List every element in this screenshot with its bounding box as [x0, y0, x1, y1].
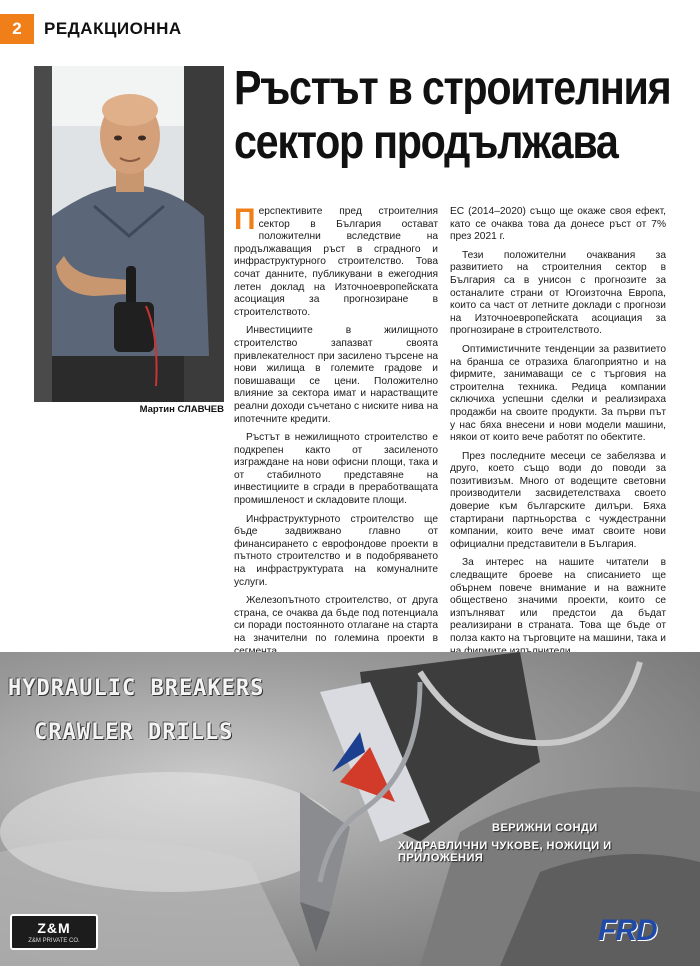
paragraph: Инвестициите в жилищното строителство запазват своята привлекателност при засилено търсене на нови жилища в големите градове и повишаващи се цени. Положително влияние за сектора имат и нарастващите реални доходи съчетано с ниските нива на ипотечните кредити. — [234, 325, 438, 425]
zm-logo-text: Z&M — [37, 920, 71, 936]
paragraph — [234, 203, 438, 319]
advertisement-banner[interactable] — [0, 652, 700, 966]
article-title-line2: сектор продължава — [234, 116, 618, 169]
photo-credit: Мартин СЛАВЧЕВ — [139, 404, 224, 415]
paragraph-text: ерспективите пред строителния сектор в България остават положителни вследствие на продължаващия ръст в сградного и инфраструктурного строителство. Това сочат данните, публикувани в ежегодния летен доклад на Източноевропейската асоциация за прогнозиране в строителството. — [234, 206, 438, 318]
page-header — [0, 14, 700, 44]
zm-logo — [10, 914, 98, 950]
article-title — [234, 62, 673, 170]
author-photo — [34, 66, 224, 402]
paragraph: Ръстът в нежилищното строителство е подкрепен както от засиленото изграждане на нови офисни площи, така и от стабилното представяне на инвестициите в сгради в преработващата промишленост и складовите площи. — [234, 432, 438, 507]
paragraph: Тези положителни очаквания за развитието на строителния сектор в България са в унисон с прогнозите за останалите страни от Югоизточна Европа, които са част от летните доклади с прогнози на Източноевропейската асоциация за прогнозиране в строителството. — [450, 249, 666, 337]
article-column-2 — [450, 206, 666, 695]
drop-cap: П — [234, 203, 256, 236]
paragraph: За интерес на нашите читатели в следващите броеве на списанието ще обърнем повече внимание и на важните обществено значими проекти, които се изпълняват или предстои да бъдат реализирани в страната. Това ще бъде от полза както на търговците на машини, така и — [450, 557, 666, 644]
section-label: РЕДАКЦИОННА — [44, 19, 182, 38]
ad-subline-drills: ВЕРИЖНИ СОНДИ — [492, 822, 598, 834]
frd-logo: FRD — [598, 914, 657, 947]
paragraph: Оптимистичните тенденции за развитието на бранша се отразиха благоприятно и на фирмите, занимаващи се с търговия на строителна техника. Редица компании сключиха успешни сделки и реализираха продажби на своите продукти. За първи път у нас бяха внесени и нови модели машини, някои от които вече работят по обектите. — [450, 343, 666, 444]
paragraph: ЕС (2014–2020) също ще окаже своя ефект, като се очаква това да донесе ръст от 7% през 2021 г. — [450, 206, 666, 243]
ad-headline-breakers: HYDRAULIC BREAKERS — [8, 676, 265, 701]
paragraph: Железопътното строителство, от друга страна, се очаква да бъде под потенциала си поради постоянното отлагане на старта на значителни по големина проекти в — [234, 595, 438, 644]
article-title-line1: Ръстът в строителния — [234, 62, 671, 115]
zm-logo-subtext: Z&M PRIVATE CO. — [28, 938, 80, 944]
ad-headline-drills: CRAWLER DRILLS — [34, 720, 234, 745]
ad-subline-breakers: ХИДРАВЛИЧНИ ЧУКОВЕ, НОЖИЦИ И ПРИЛОЖЕНИЯ — [398, 840, 612, 864]
paragraph: През последните месеци се забелязва и друго, което също води до поводи за позитивизъм. Много от водещите световни производители засвидетелстваха своето доверие към българските дилъри. Бяха стартирани партньорства с чуждестранни компании, които вече имат своите нови официални представители в България. — [450, 450, 666, 550]
page-number: 2 — [0, 14, 34, 44]
paragraph: Инфраструктурното строителство ще бъде задвижвано главно от финансирането с еврофондове проекти в пътното строителство и в подобряването на инфраструктурата на комуналните услуги. — [234, 513, 438, 588]
